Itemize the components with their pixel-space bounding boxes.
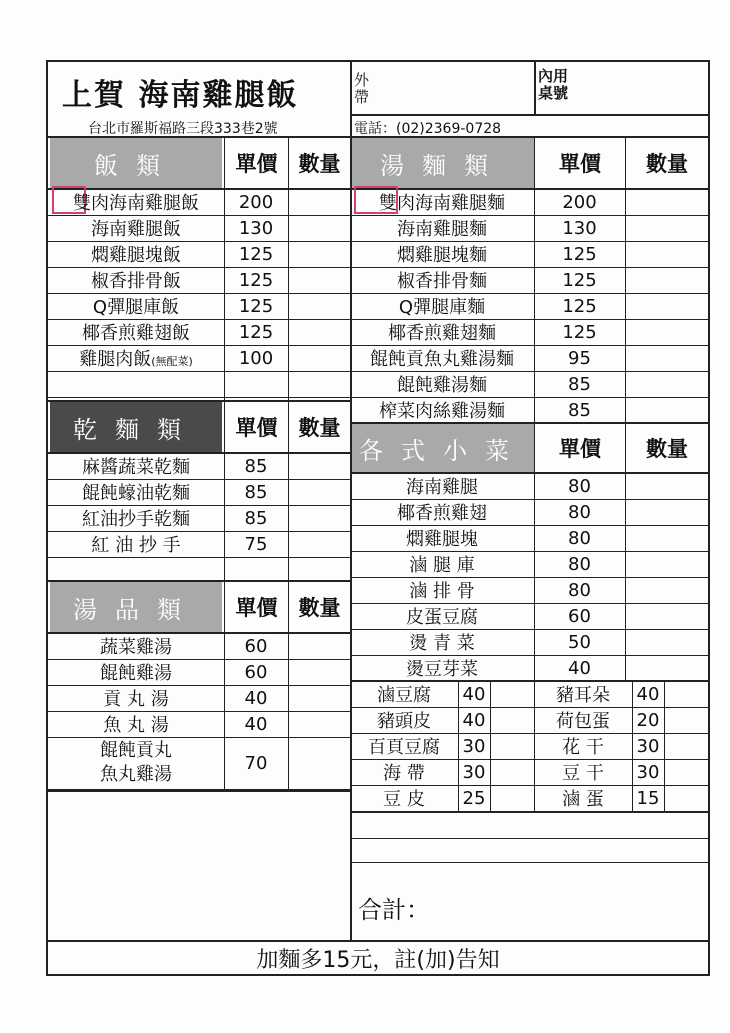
pair-a-price: 40 bbox=[462, 683, 486, 705]
pair-b-name: 豆 干 bbox=[562, 763, 604, 784]
soup-noodle-item-qty-field[interactable] bbox=[625, 215, 709, 241]
dry-item-qty-field[interactable] bbox=[288, 479, 350, 505]
dry-item-name: 餛飩蠔油乾麵 bbox=[82, 483, 190, 504]
side-item-row bbox=[350, 577, 709, 603]
pair-b-qty-field[interactable] bbox=[664, 681, 708, 707]
rice-item-qty-field[interactable] bbox=[288, 319, 350, 345]
side-item-row bbox=[350, 551, 709, 577]
pair-b-price: 15 bbox=[636, 787, 660, 809]
dry-blank-qty-field[interactable] bbox=[288, 557, 350, 581]
total-label: 合計： bbox=[358, 896, 430, 924]
soup-item-name: 餛飩雞湯 bbox=[100, 663, 172, 684]
rice-item-row bbox=[48, 293, 350, 319]
section-soups-title: 湯品類 bbox=[50, 582, 222, 632]
soup-noodle-item-name: 椒香排骨麵 bbox=[397, 271, 487, 292]
soup-item-row bbox=[48, 711, 350, 737]
side-item-name: 滷 腿 庫 bbox=[409, 555, 475, 576]
soup-noodle-item-row bbox=[350, 241, 709, 267]
side-item-row bbox=[350, 603, 709, 629]
total-field[interactable] bbox=[388, 898, 678, 924]
pair-a-name: 滷豆腐 bbox=[377, 685, 431, 706]
soup-noodle-item-row bbox=[350, 397, 709, 423]
soup-item-row bbox=[48, 685, 350, 711]
pair-a-price: 30 bbox=[462, 735, 486, 757]
pair-b-name: 滷 蛋 bbox=[562, 789, 604, 810]
side-item-qty-field[interactable] bbox=[625, 525, 709, 551]
pair-a-price: 30 bbox=[462, 761, 486, 783]
soup-noodle-item-price: 125 bbox=[562, 269, 597, 291]
soup-noodle-item-price: 95 bbox=[568, 347, 591, 369]
side-item-qty-field[interactable] bbox=[625, 499, 709, 525]
dry-item-row bbox=[48, 531, 350, 557]
side-item-row bbox=[350, 629, 709, 655]
rice-item-row bbox=[48, 267, 350, 293]
rice-item-price: 125 bbox=[238, 295, 274, 317]
side-item-name: 燙 青 菜 bbox=[409, 633, 475, 654]
soup-noodle-item-name: 海南雞腿麵 bbox=[397, 219, 487, 240]
rice-blank-qty-field[interactable] bbox=[288, 371, 350, 397]
soup-item-name: 餛飩貢丸 魚丸雞湯 bbox=[100, 740, 172, 785]
rice-item-row bbox=[48, 215, 350, 241]
pair-a-qty-field[interactable] bbox=[490, 681, 534, 707]
rice-item-name: 雙肉海南雞腿飯 bbox=[73, 193, 199, 214]
soup-item-price: 60 bbox=[244, 635, 268, 657]
soup-item-qty-field[interactable] bbox=[288, 711, 350, 737]
rice-item-name: 椒香排骨飯 bbox=[91, 271, 181, 292]
side-item-qty-field[interactable] bbox=[625, 551, 709, 577]
soup-noodle-item-name: 椰香煎雞翅麵 bbox=[388, 323, 496, 344]
rice-blank-row bbox=[48, 371, 350, 397]
soup-noodle-qty-header: 數量 bbox=[646, 152, 688, 176]
pair-b-qty-field[interactable] bbox=[664, 785, 708, 811]
side-item-name: 燙豆芽菜 bbox=[406, 659, 478, 680]
rice-item-price: 200 bbox=[238, 191, 274, 213]
dry-item-row bbox=[48, 479, 350, 505]
dry-item-name: 紅 油 抄 手 bbox=[91, 535, 181, 556]
dry-item-qty-field[interactable] bbox=[288, 505, 350, 531]
soup-noodle-item-qty-field[interactable] bbox=[625, 241, 709, 267]
soup-noodle-item-price: 200 bbox=[562, 191, 597, 213]
soup-noodle-price-header: 單價 bbox=[559, 152, 601, 176]
side-qty-header: 數量 bbox=[646, 437, 688, 461]
restaurant-title: 上賀 海南雞腿飯 bbox=[62, 78, 299, 113]
soup-noodle-item-qty-field[interactable] bbox=[625, 267, 709, 293]
soup-noodle-item-row bbox=[350, 215, 709, 241]
side-item-name: 燜雞腿塊 bbox=[406, 529, 478, 550]
rice-item-qty-field[interactable] bbox=[288, 241, 350, 267]
soup-noodle-item-qty-field[interactable] bbox=[625, 319, 709, 345]
pair-b-qty-field[interactable] bbox=[664, 707, 708, 733]
soup-noodle-item-price: 130 bbox=[562, 217, 597, 239]
side-item-qty-field[interactable] bbox=[625, 577, 709, 603]
rice-item-qty-field[interactable] bbox=[288, 293, 350, 319]
rice-item-price: 125 bbox=[238, 269, 274, 291]
pair-b-price: 20 bbox=[636, 709, 660, 731]
pair-a-name: 豬頭皮 bbox=[377, 711, 431, 732]
side-item-qty-field[interactable] bbox=[625, 603, 709, 629]
side-item-qty-field[interactable] bbox=[625, 629, 709, 655]
soup-item-price: 40 bbox=[244, 713, 268, 735]
dry-blank-row bbox=[48, 557, 350, 581]
soup-noodle-item-row bbox=[350, 189, 709, 215]
side-item-price: 80 bbox=[568, 501, 591, 523]
pair-b-qty-field[interactable] bbox=[664, 759, 708, 785]
side-price-header: 單價 bbox=[559, 437, 601, 461]
pair-a-qty-field[interactable] bbox=[490, 733, 534, 759]
pair-b-name: 花 干 bbox=[562, 737, 604, 758]
dinein-label: 內用 桌號 bbox=[538, 67, 569, 102]
dry-price-header: 單價 bbox=[235, 416, 278, 440]
rice-item-price: 125 bbox=[238, 321, 274, 343]
dry-item-price: 75 bbox=[244, 533, 268, 555]
rice-item-qty-field[interactable] bbox=[288, 215, 350, 241]
side-item-price: 60 bbox=[568, 605, 591, 627]
rice-item-row bbox=[48, 189, 350, 215]
pair-b-price: 30 bbox=[636, 761, 660, 783]
dry-item-qty-field[interactable] bbox=[288, 453, 350, 479]
takeout-label: 外 帶 bbox=[354, 71, 370, 106]
soup-item-row bbox=[48, 633, 350, 659]
soup-item-row bbox=[48, 737, 350, 789]
soup-noodle-item-name: 榨菜肉絲雞湯麵 bbox=[379, 401, 505, 422]
soup-item-qty-field[interactable] bbox=[288, 685, 350, 711]
soup-noodle-item-price: 85 bbox=[568, 399, 591, 421]
pair-a-price: 25 bbox=[462, 787, 486, 809]
side-item-price: 80 bbox=[568, 475, 591, 497]
side-item-name: 滷 排 骨 bbox=[409, 581, 475, 602]
pair-a-qty-field[interactable] bbox=[490, 785, 534, 811]
dry-item-price: 85 bbox=[244, 481, 268, 503]
rice-item-price: 100 bbox=[238, 347, 274, 369]
side-item-row bbox=[350, 499, 709, 525]
rice-item-name: 海南雞腿飯 bbox=[91, 219, 181, 240]
rice-item-name: Q彈腿庫飯 bbox=[92, 297, 180, 318]
rice-item-row bbox=[48, 241, 350, 267]
side-item-price: 50 bbox=[568, 631, 591, 653]
section-side-dishes-title: 各式小菜 bbox=[352, 424, 534, 472]
rice-item-qty-field[interactable] bbox=[288, 345, 350, 371]
pair-a-qty-field[interactable] bbox=[490, 707, 534, 733]
dry-item-name: 麻醬蔬菜乾麵 bbox=[82, 457, 190, 478]
soup-noodle-item-qty-field[interactable] bbox=[625, 345, 709, 371]
soup-noodle-item-price: 125 bbox=[562, 321, 597, 343]
section-dry-noodles-title: 乾麵類 bbox=[50, 402, 222, 452]
soup-item-price: 70 bbox=[244, 752, 268, 774]
dry-item-row bbox=[48, 505, 350, 531]
restaurant-phone: 電話：(02)2369-0728 bbox=[354, 121, 502, 137]
soup-item-qty-field[interactable] bbox=[288, 633, 350, 659]
side-item-name: 皮蛋豆腐 bbox=[406, 607, 478, 628]
pair-a-name: 百頁豆腐 bbox=[368, 737, 440, 758]
dry-item-qty-field[interactable] bbox=[288, 531, 350, 557]
pair-a-price: 40 bbox=[462, 709, 486, 731]
dry-item-name: 紅油抄手乾麵 bbox=[82, 509, 190, 530]
side-item-price: 80 bbox=[568, 553, 591, 575]
rice-item-price: 125 bbox=[238, 243, 274, 265]
soup-noodle-item-name: 餛飩貢魚丸雞湯麵 bbox=[370, 349, 514, 370]
rice-item-price: 130 bbox=[238, 217, 274, 239]
rice-item-qty-field[interactable] bbox=[288, 189, 350, 215]
rice-item-name: 椰香煎雞翅飯 bbox=[82, 323, 190, 344]
soup-item-name: 蔬菜雞湯 bbox=[100, 637, 172, 658]
soup-noodle-item-row bbox=[350, 267, 709, 293]
side-item-row bbox=[350, 473, 709, 499]
soup-noodle-item-price: 85 bbox=[568, 373, 591, 395]
side-item-name: 椰香煎雞翅 bbox=[397, 503, 487, 524]
rice-item-row bbox=[48, 319, 350, 345]
pair-a-qty-field[interactable] bbox=[490, 759, 534, 785]
side-item-qty-field[interactable] bbox=[625, 655, 709, 681]
soup-item-qty-field[interactable] bbox=[288, 737, 350, 789]
soup-item-name: 貢 丸 湯 bbox=[103, 689, 169, 710]
side-item-price: 80 bbox=[568, 579, 591, 601]
soups-price-header: 單價 bbox=[235, 596, 278, 620]
rice-qty-header: 數量 bbox=[298, 152, 341, 176]
order-sheet bbox=[46, 60, 710, 976]
soup-noodle-item-qty-field[interactable] bbox=[625, 293, 709, 319]
pair-a-name: 豆 皮 bbox=[383, 789, 425, 810]
soup-item-price: 60 bbox=[244, 661, 268, 683]
section-rice-title: 飯類 bbox=[50, 138, 222, 188]
rice-price-header: 單價 bbox=[235, 152, 278, 176]
dry-item-price: 85 bbox=[244, 507, 268, 529]
soup-noodle-item-price: 125 bbox=[562, 295, 597, 317]
side-item-row bbox=[350, 525, 709, 551]
pair-a-name: 海 帶 bbox=[383, 763, 425, 784]
soup-noodle-item-row bbox=[350, 293, 709, 319]
section-soup-noodles-title: 湯麵類 bbox=[352, 138, 534, 188]
soup-noodle-item-qty-field[interactable] bbox=[625, 189, 709, 215]
dry-qty-header: 數量 bbox=[298, 416, 341, 440]
pair-b-qty-field[interactable] bbox=[664, 733, 708, 759]
rice-item-name: 雞腿肉飯(無配菜) bbox=[79, 349, 193, 370]
side-item-price: 40 bbox=[568, 657, 591, 679]
dry-item-row bbox=[48, 453, 350, 479]
soup-noodle-item-qty-field[interactable] bbox=[625, 371, 709, 397]
soup-item-price: 40 bbox=[244, 687, 268, 709]
soup-noodle-item-name: 燜雞腿塊麵 bbox=[397, 245, 487, 266]
footer-note: 加麵多15元，註(加)告知 bbox=[256, 947, 500, 973]
soup-noodle-item-row bbox=[350, 319, 709, 345]
pair-b-name: 豬耳朵 bbox=[556, 685, 610, 706]
side-item-price: 80 bbox=[568, 527, 591, 549]
rice-item-qty-field[interactable] bbox=[288, 267, 350, 293]
soup-noodle-item-price: 125 bbox=[562, 243, 597, 265]
soup-item-row bbox=[48, 659, 350, 685]
soups-qty-header: 數量 bbox=[298, 596, 341, 620]
soup-noodle-item-row bbox=[350, 371, 709, 397]
soup-noodle-item-qty-field[interactable] bbox=[625, 397, 709, 423]
restaurant-address: 台北市羅斯福路三段333巷2號 bbox=[88, 121, 278, 137]
soup-noodle-item-name: 餛飩雞湯麵 bbox=[397, 375, 487, 396]
rice-item-name: 燜雞腿塊飯 bbox=[91, 245, 181, 266]
pair-b-price: 30 bbox=[636, 735, 660, 757]
soup-item-name: 魚 丸 湯 bbox=[103, 715, 169, 736]
side-item-name: 海南雞腿 bbox=[406, 477, 478, 498]
side-item-qty-field[interactable] bbox=[625, 473, 709, 499]
dry-item-price: 85 bbox=[244, 455, 268, 477]
pair-b-name: 荷包蛋 bbox=[556, 711, 610, 732]
soup-noodle-item-row bbox=[350, 345, 709, 371]
side-item-row bbox=[350, 655, 709, 681]
soup-item-qty-field[interactable] bbox=[288, 659, 350, 685]
rice-item-row bbox=[48, 345, 350, 371]
soup-noodle-item-name: Q彈腿庫麵 bbox=[398, 297, 486, 318]
soup-noodle-item-name: 雙肉海南雞腿麵 bbox=[379, 193, 505, 214]
pair-b-price: 40 bbox=[636, 683, 660, 705]
